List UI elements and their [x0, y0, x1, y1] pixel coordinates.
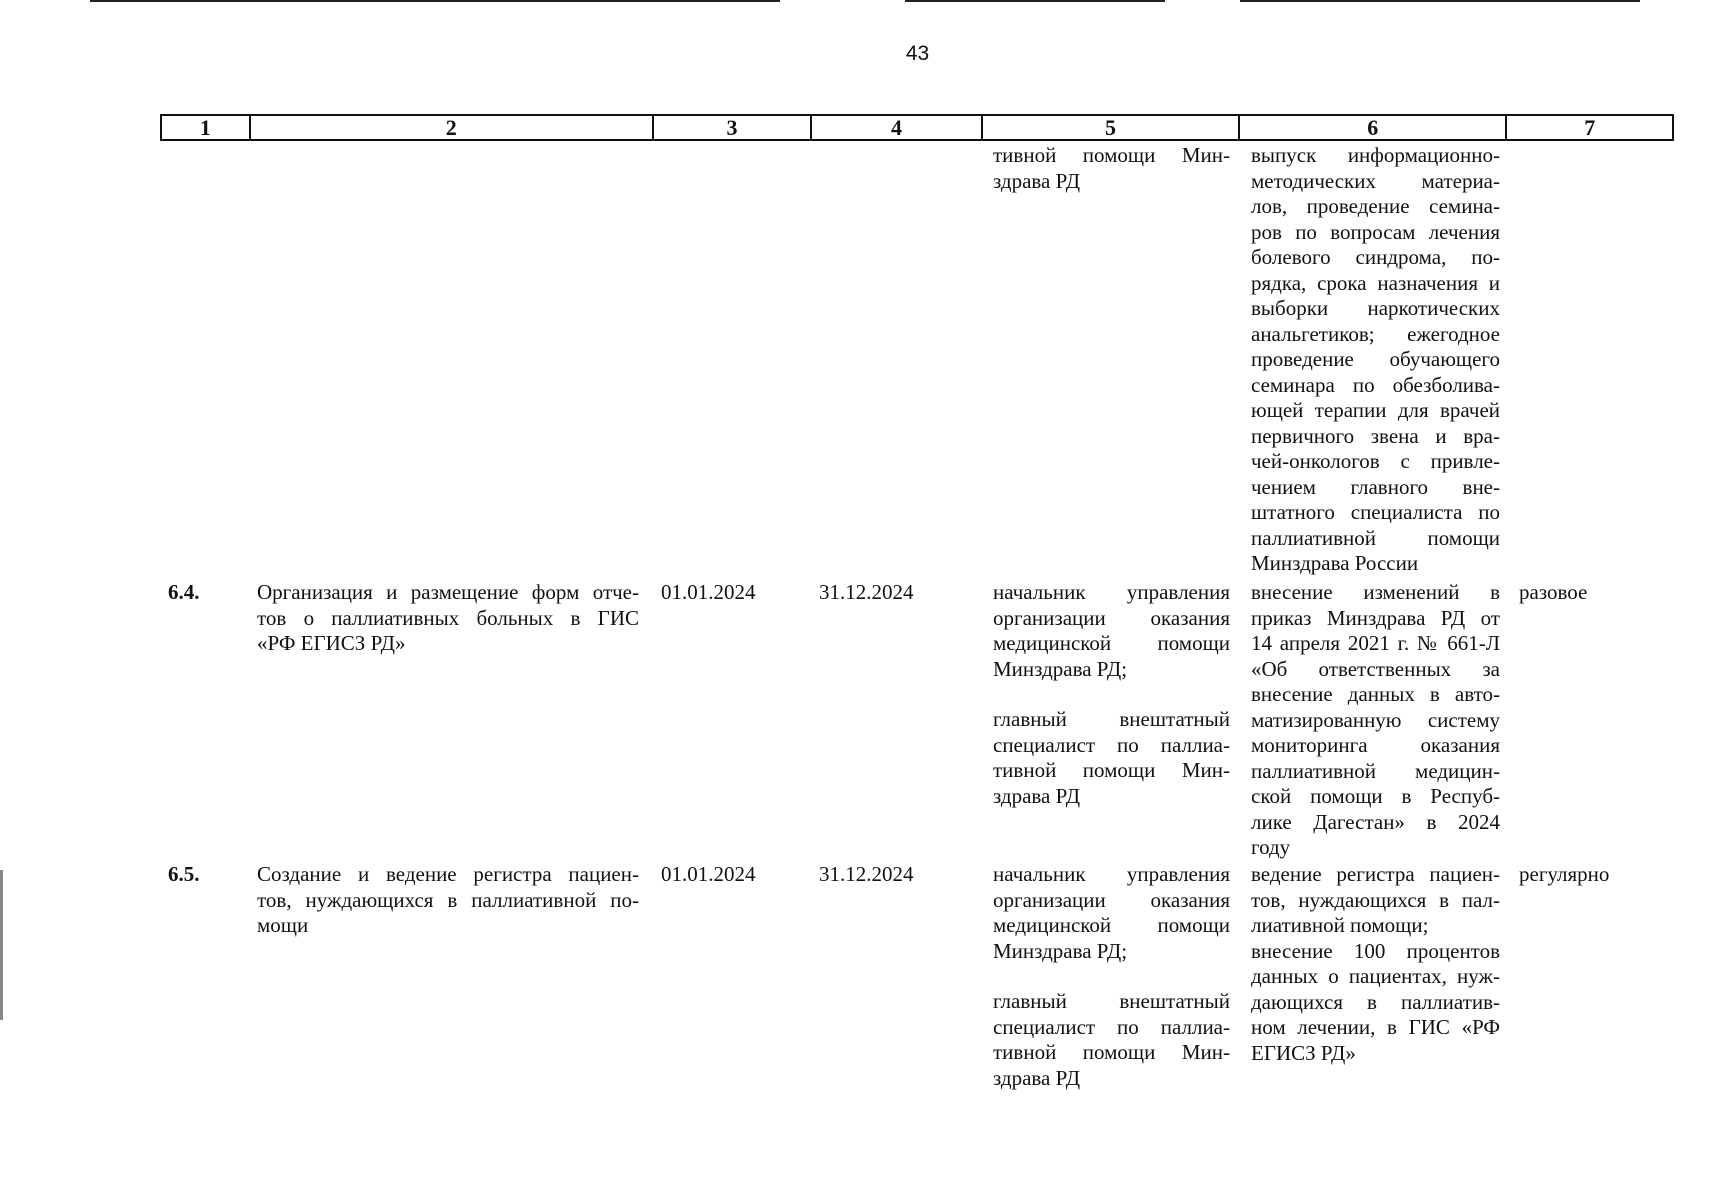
text-line: медицинской помощи [993, 913, 1230, 937]
text-line: начальник управления [993, 862, 1230, 886]
text-line: медицинской помощи [993, 631, 1230, 655]
text-line: дающихся в паллиатив- [1251, 989, 1500, 1014]
page-number: 43 [905, 42, 930, 65]
text-line: Минздрава России [1251, 551, 1419, 575]
text-line: начальник управления [993, 580, 1230, 604]
text-line: мощи [257, 913, 309, 937]
expected-result [1251, 580, 1500, 861]
text-line: рядка, срока назначения и [1251, 270, 1500, 295]
text-line: тивной помощи Мин- [993, 758, 1230, 782]
text-line: здрава РД [993, 1065, 1081, 1090]
text-line: ведение регистра пациен- [1251, 862, 1500, 886]
text-line: здрава РД [993, 168, 1081, 193]
text-line: тов, нуждающихся в паллиативной по- [257, 887, 639, 912]
top-rule [90, 0, 780, 2]
responsible-head [993, 580, 1230, 682]
header-cell-6: 6 [1240, 116, 1507, 139]
text-line: организации оказания [993, 887, 1230, 912]
text-line: методических материа- [1251, 168, 1500, 193]
text-line: специалист по паллиа- [993, 732, 1230, 757]
text-line: Минздрава РД; [993, 938, 1128, 963]
header-cell-3: 3 [654, 116, 813, 139]
top-rule [1240, 0, 1640, 2]
text-line: ЕГИСЗ РД» [1251, 1040, 1356, 1065]
text-line: чением главного вне- [1251, 474, 1500, 499]
text-line: лиативной помощи; [1251, 913, 1429, 937]
start-date: 01.01.2024 [661, 580, 756, 604]
header-cell-2: 2 [251, 116, 654, 139]
text-line: внесение изменений в [1251, 580, 1500, 604]
periodicity: разовое [1519, 580, 1588, 604]
text-line: специалист по паллиа- [993, 1014, 1230, 1039]
text-line: лике Дагестан» в 2024 [1251, 809, 1500, 834]
text-line: болевого синдрома, по- [1251, 245, 1500, 269]
text-line: лов, проведение семина- [1251, 194, 1500, 218]
text-line: семинара по обезболива- [1251, 372, 1500, 397]
table-header-row [160, 114, 1674, 141]
text-line: тивной помощи Мин- [993, 143, 1230, 167]
text-line: тов, нуждающихся в пал- [1251, 887, 1500, 912]
text-line: анальгетиков; ежегодное [1251, 321, 1500, 346]
responsible-head [993, 862, 1230, 964]
continuation-result [1251, 143, 1500, 577]
row-number: 6.4. [168, 580, 200, 604]
header-cell-4: 4 [812, 116, 983, 139]
text-line: Организация и размещение форм отче- [257, 580, 639, 604]
text-line: первичного звена и вра- [1251, 423, 1500, 448]
text-line: тивной помощи Мин- [993, 1040, 1230, 1064]
text-line: здрава РД [993, 783, 1081, 808]
text-line: ном лечении, в ГИС «РФ [1251, 1015, 1500, 1039]
start-date: 01.01.2024 [661, 862, 756, 886]
periodicity: регулярно [1519, 862, 1610, 886]
continuation-responsible [993, 143, 1230, 194]
text-line: ров по вопросам лечения [1251, 219, 1500, 244]
responsible-specialist [993, 989, 1230, 1091]
text-line: паллиативной помощи [1251, 525, 1500, 550]
end-date: 31.12.2024 [819, 862, 914, 886]
text-line: чей-онкологов с привле- [1251, 449, 1500, 473]
text-line: году [1251, 835, 1291, 859]
scan-edge-mark [0, 870, 3, 1020]
end-date: 31.12.2024 [819, 580, 914, 604]
text-line: главный внештатный [993, 989, 1230, 1013]
text-line: Минздрава РД; [993, 656, 1128, 681]
text-line: внесение данных в авто- [1251, 682, 1500, 706]
header-cell-5: 5 [983, 116, 1240, 139]
row-title [257, 862, 639, 939]
responsible-specialist [993, 707, 1230, 809]
header-cell-1: 1 [162, 116, 251, 139]
text-line: 14 апреля 2021 г. № 661-Л [1251, 631, 1500, 655]
text-line: «РФ ЕГИСЗ РД» [257, 631, 406, 655]
text-line: ющей терапии для врачей [1251, 398, 1500, 422]
text-line: матизированную систему [1251, 707, 1500, 732]
text-line: приказ Минздрава РД от [1251, 605, 1500, 630]
row-title [257, 580, 639, 657]
text-line: штатного специалиста по [1251, 500, 1500, 524]
text-line: внесение 100 процентов [1251, 938, 1500, 963]
text-line: данных о пациентах, нуж- [1251, 964, 1500, 988]
text-line: «Об ответственных за [1251, 656, 1500, 681]
text-line: выборки наркотических [1251, 296, 1500, 320]
text-line: ской помощи в Респуб- [1251, 784, 1500, 808]
text-line: организации оказания [993, 605, 1230, 630]
expected-result [1251, 862, 1500, 1066]
header-cell-7: 7 [1584, 115, 1596, 140]
text-line: проведение обучающего [1251, 347, 1500, 371]
text-line: паллиативной медицин- [1251, 758, 1500, 783]
top-rule [905, 0, 1165, 2]
row-number: 6.5. [168, 862, 200, 886]
text-line: мониторинга оказания [1251, 733, 1500, 757]
text-line: тов о паллиативных больных в ГИС [257, 605, 639, 630]
text-line: главный внештатный [993, 707, 1230, 731]
text-line: Создание и ведение регистра пациен- [257, 862, 639, 886]
text-line: выпуск информационно- [1251, 143, 1500, 167]
